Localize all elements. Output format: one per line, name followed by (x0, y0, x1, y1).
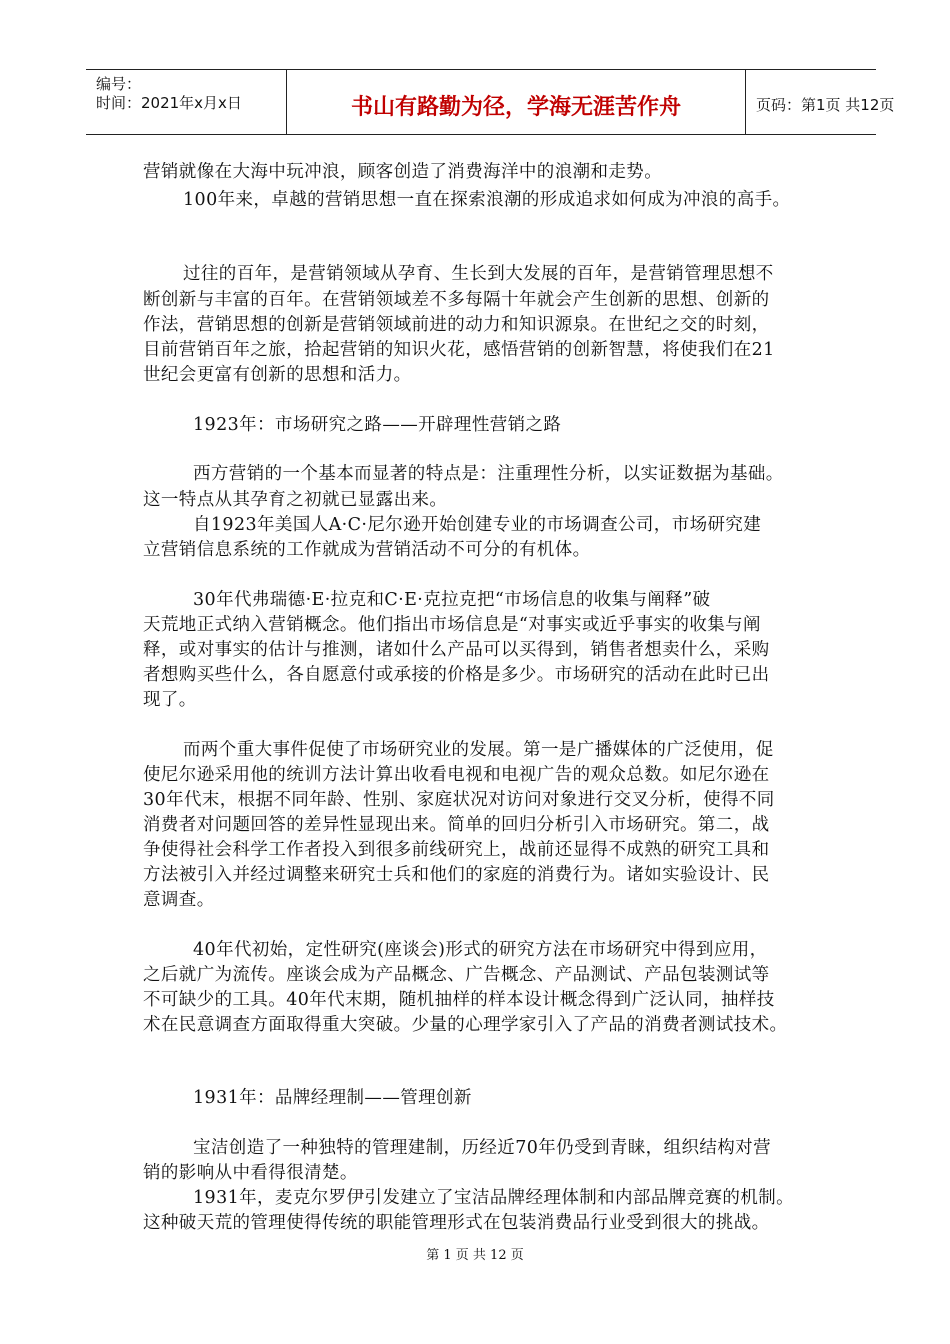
text-line: 天荒地正式纳入营销概念。他们指出市场信息是“对事实或近乎事实的收集与阐 (143, 615, 761, 635)
text-line: 术在民意调查方面取得重大突破。少量的心理学家引入了产品的消费者测试技术。 (143, 1015, 788, 1035)
section-heading: 1931年：品牌经理制——管理创新 (193, 1088, 472, 1108)
text-line: 销的影响从中看得很清楚。 (143, 1163, 358, 1183)
text-line: 40年代初始，定性研究(座谈会)形式的研究方法在市场研究中得到应用， (193, 940, 768, 960)
text-line: 使尼尔逊采用他的统训方法计算出收看电视和电视广告的观众总数。如尼尔逊在 (143, 765, 770, 785)
page-header (86, 69, 895, 135)
text-line: 这种破天荒的管理使得传统的职能管理形式在包装消费品行业受到很大的挑战。 (143, 1213, 770, 1233)
text-line: 这一特点从其孕育之初就已显露出来。 (143, 490, 448, 510)
text-line: 者想购买些什么，各自愿意付或承接的价格是多少。市场研究的活动在此时已出 (143, 665, 770, 685)
text-line: 意调查。 (143, 890, 215, 910)
text-line: 立营销信息系统的工作就成为营销活动不可分的有机体。 (143, 540, 591, 560)
header-motto: 书山有路勤为径，学海无涯苦作舟 (350, 95, 681, 120)
text-line: 30年代弗瑞德·E·拉克和C·E·克拉克把“市场信息的收集与阐释”破 (193, 590, 711, 610)
text-line: 断创新与丰富的百年。在营销领域差不多每隔十年就会产生创新的思想、创新的 (143, 290, 770, 310)
text-line: 消费者对问题回答的差异性显现出来。简单的回归分析引入市场研究。第二，战 (143, 815, 770, 835)
text-line: 之后就广为流传。座谈会成为产品概念、广告概念、产品测试、产品包装测试等 (143, 965, 770, 985)
text-line: 1931年，麦克尔罗伊引发建立了宝洁品牌经理体制和内部品牌竞赛的机制。 (193, 1188, 795, 1208)
section-heading: 1923年：市场研究之路——开辟理性营销之路 (193, 415, 562, 435)
text-line: 作法，营销思想的创新是营销领域前进的动力和知识源泉。在世纪之交的时刻， (143, 315, 770, 335)
text-line: 自1923年美国人A·C·尼尔逊开始创建专业的市场调查公司，市场研究建 (193, 515, 762, 535)
text-line: 世纪会更富有创新的思想和活力。 (143, 365, 412, 385)
text-line: 宝洁创造了一种独特的管理建制，历经近70年仍受到青睐，组织结构对营 (193, 1138, 771, 1158)
text-line: 不可缺少的工具。40年代末期，随机抽样的样本设计概念得到广泛认同，抽样技 (143, 990, 775, 1010)
header-page-info: 页码：第1页 共12页 (756, 96, 895, 114)
page-footer: 第 1 页 共 12 页 (426, 1248, 524, 1263)
header-motto-cell (286, 70, 746, 134)
text-line: 西方营销的一个基本而显著的特点是：注重理性分析，以实证数据为基础。 (193, 464, 784, 484)
text-line: 目前营销百年之旅，拾起营销的知识火花，感悟营销的创新智慧，将使我们在21 (143, 340, 775, 360)
text-line: 现了。 (143, 690, 197, 710)
header-info-cell (86, 70, 286, 134)
text-line: 释，或对事实的估计与推测，诸如什么产品可以买得到，销售者想卖什么，采购 (143, 640, 770, 660)
text-line: 争使得社会科学工作者投入到很多前线研究上，战前还显得不成熟的研究工具和 (143, 840, 770, 860)
document-number-label: 编号： (96, 75, 142, 93)
text-line: 而两个重大事件促使了市场研究业的发展。第一是广播媒体的广泛使用，促 (183, 740, 774, 760)
text-line: 100年来，卓越的营销思想一直在探索浪潮的形成追求如何成为冲浪的高手。 (183, 190, 791, 210)
text-line: 营销就像在大海中玩冲浪，顾客创造了消费海洋中的浪潮和走势。 (143, 162, 663, 182)
header-page-cell (746, 70, 895, 134)
text-line: 30年代末，根据不同年龄、性别、家庭状况对访问对象进行交叉分析，使得不同 (143, 790, 775, 810)
document-time-label: 时间：2021年x月x日 (96, 94, 242, 112)
text-line: 方法被引入并经过调整来研究士兵和他们的家庭的消费行为。诸如实验设计、民 (143, 865, 770, 885)
text-line: 过往的百年，是营销领域从孕育、生长到大发展的百年，是营销管理思想不 (183, 264, 774, 284)
